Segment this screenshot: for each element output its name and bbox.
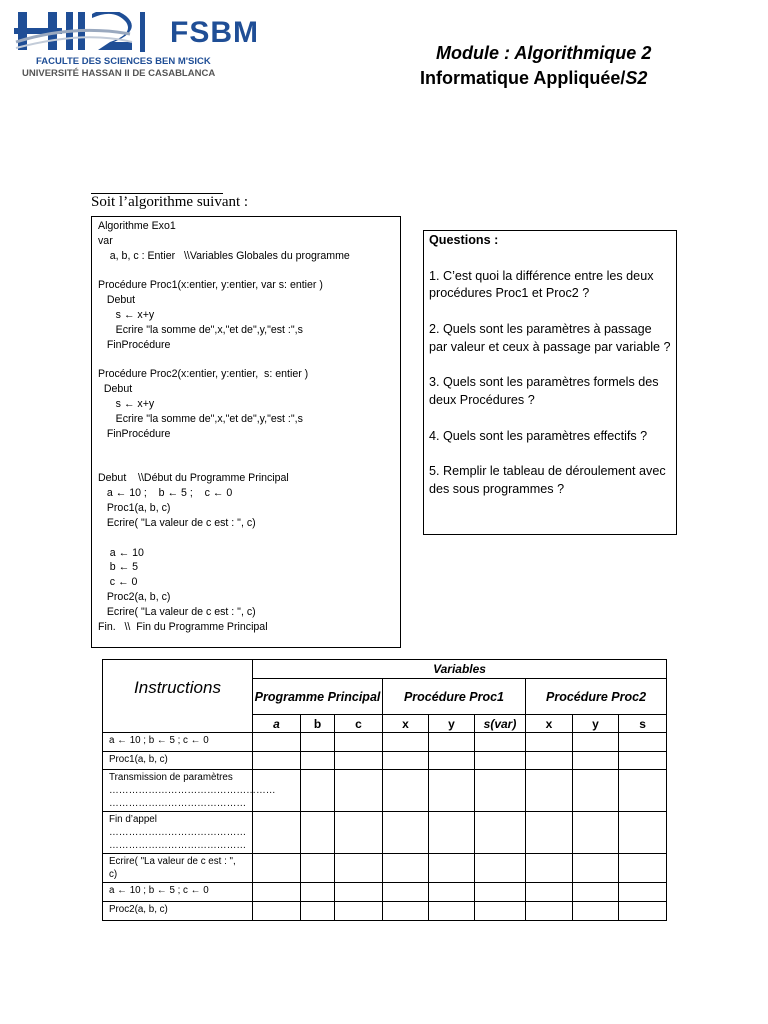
value-cell[interactable] [335, 854, 383, 883]
value-cell[interactable] [429, 733, 475, 752]
column-header: a [253, 715, 301, 733]
column-header: s [619, 715, 667, 733]
trace-table [102, 659, 667, 921]
instruction-text: …………………………………………… [109, 785, 276, 796]
algorithm-line: b ← 5 [98, 561, 139, 574]
value-cell[interactable] [573, 770, 619, 812]
instruction-text: a ← 10 ; b ← 5 ; c ← 0 [109, 885, 209, 896]
value-cell[interactable] [526, 812, 573, 854]
table-row [103, 733, 667, 752]
value-cell[interactable] [619, 902, 667, 921]
instruction-text: c) [109, 869, 118, 880]
course-title [420, 68, 647, 89]
algorithm-line: Algorithme Exo1 [98, 220, 176, 232]
column-header: s(var) [475, 715, 526, 733]
course-name: Informatique Appliquée/ [420, 68, 626, 88]
column-header: y [573, 715, 619, 733]
value-cell[interactable] [383, 770, 429, 812]
algorithm-line: Debut [98, 383, 133, 396]
value-cell[interactable] [429, 752, 475, 770]
instruction-cell [103, 812, 253, 854]
algorithm-line: Proc2(a, b, c) [98, 591, 171, 604]
value-cell[interactable] [429, 812, 475, 854]
column-header: b [301, 715, 335, 733]
algorithm-line: s ← x+y [98, 309, 155, 322]
value-cell[interactable] [253, 902, 301, 921]
algorithm-line [98, 531, 394, 546]
instruction-cell [103, 733, 253, 752]
question-item: 1. C’est quoi la différence entre les deux procédures Proc1 et Proc2 ? [429, 268, 654, 301]
algorithm-line: var [98, 234, 113, 247]
questions-box [423, 230, 677, 535]
uh2-emblem-icon [14, 12, 164, 56]
value-cell[interactable] [619, 812, 667, 854]
algorithm-line: a ← 10 ; b ← 5 ; c ← 0 [98, 487, 233, 500]
value-cell[interactable] [429, 883, 475, 902]
algorithm-line: Fin. \\ Fin du Programme Principal [98, 620, 268, 633]
value-cell[interactable] [383, 902, 429, 921]
algorithm-line: Ecrire( "La valeur de c est : ", c) [98, 605, 256, 618]
value-cell[interactable] [253, 752, 301, 770]
value-cell[interactable] [335, 733, 383, 752]
algorithm-line: Debut [98, 294, 136, 307]
value-cell[interactable] [475, 854, 526, 883]
value-cell[interactable] [301, 854, 335, 883]
value-cell[interactable] [475, 902, 526, 921]
group-programme-principal: Programme Principal [253, 679, 383, 715]
instruction-text: Ecrire( "La valeur de c est : ", [109, 856, 236, 867]
value-cell[interactable] [429, 770, 475, 812]
module-title: Module : Algorithmique 2 [436, 43, 652, 63]
question-item: 5. Remplir le tableau de déroulement avec des sous programmes ? [429, 464, 666, 497]
instruction-cell [103, 883, 253, 902]
algorithm-line: Procédure Proc1(x:entier, y:entier, var s: entier ) [98, 279, 323, 292]
algorithm-line: a ← 10 [98, 546, 144, 559]
value-cell[interactable] [301, 883, 335, 902]
value-cell[interactable] [301, 812, 335, 854]
algorithm-line: FinProcédure [98, 427, 171, 440]
instruction-text: …………………………………… [109, 827, 247, 838]
instruction-cell [103, 770, 276, 812]
value-cell[interactable] [301, 752, 335, 770]
value-cell[interactable] [301, 733, 335, 752]
group-procedure-proc1: Procédure Proc1 [383, 679, 526, 715]
value-cell[interactable] [301, 902, 335, 921]
table-row [103, 752, 667, 770]
value-cell[interactable] [573, 902, 619, 921]
value-cell[interactable] [619, 733, 667, 752]
value-cell[interactable] [526, 733, 573, 752]
value-cell[interactable] [475, 770, 526, 812]
algorithm-line: FinProcédure [98, 338, 171, 351]
algorithm-line: Procédure Proc2(x:entier, y:entier, s: entier ) [98, 368, 309, 381]
value-cell[interactable] [383, 854, 429, 883]
semester: S2 [625, 68, 648, 88]
value-cell[interactable] [475, 883, 526, 902]
value-cell[interactable] [619, 854, 667, 883]
logo-faculty-line: FACULTE DES SCIENCES BEN M'SICK [36, 56, 211, 67]
value-cell[interactable] [526, 770, 573, 812]
algorithm-line [98, 442, 394, 457]
instruction-text: Proc1(a, b, c) [109, 754, 168, 765]
algorithm-line: Proc1(a, b, c) [98, 502, 171, 515]
algorithm-line: s ← x+y [98, 398, 155, 411]
value-cell[interactable] [383, 752, 429, 770]
instruction-cell [103, 854, 253, 883]
instruction-text: Transmission de paramètres [109, 772, 233, 783]
algorithm-line: Ecrire "la somme de",x,"et de",y,"est :",s [98, 412, 303, 425]
group-procedure-proc2: Procédure Proc2 [526, 679, 667, 715]
value-cell[interactable] [253, 733, 301, 752]
value-cell[interactable] [526, 902, 573, 921]
question-item: 2. Quels sont les paramètres à passage par valeur et ceux à passage par variable ? [429, 321, 671, 354]
instruction-text: a ← 10 ; b ← 5 ; c ← 0 [109, 735, 209, 746]
question-item: 3. Quels sont les paramètres formels des deux Procédures ? [429, 375, 659, 408]
value-cell[interactable] [335, 812, 383, 854]
logo-name: FSBM [170, 16, 259, 49]
table-row [103, 854, 667, 883]
value-cell[interactable] [619, 883, 667, 902]
table-row [103, 770, 667, 812]
value-cell[interactable] [383, 812, 429, 854]
value-cell[interactable] [475, 812, 526, 854]
value-cell[interactable] [301, 770, 335, 812]
value-cell[interactable] [619, 770, 667, 812]
algorithm-line: Ecrire( "La valeur de c est : ", c) [98, 516, 256, 529]
value-cell[interactable] [526, 854, 573, 883]
value-cell[interactable] [475, 752, 526, 770]
value-cell[interactable] [475, 733, 526, 752]
table-row [103, 883, 667, 902]
value-cell[interactable] [573, 812, 619, 854]
value-cell[interactable] [253, 812, 301, 854]
algorithm-line [98, 457, 394, 472]
instruction-text: …………………………………… [109, 798, 247, 809]
algorithm-line [98, 264, 394, 279]
table-row [103, 812, 667, 854]
value-cell[interactable] [253, 854, 301, 883]
value-cell[interactable] [383, 733, 429, 752]
intro-text: Soit l’algorithme suivant : [91, 194, 249, 210]
algorithm-box [91, 216, 401, 648]
algorithm-line: Ecrire "la somme de",x,"et de",y,"est :",s [98, 323, 303, 336]
logo-university-line: UNIVERSITÉ HASSAN II DE CASABLANCA [22, 68, 216, 79]
value-cell[interactable] [526, 883, 573, 902]
algorithm-line [98, 353, 394, 368]
value-cell[interactable] [253, 883, 301, 902]
value-cell[interactable] [335, 752, 383, 770]
value-cell[interactable] [383, 883, 429, 902]
questions-title: Questions : [429, 233, 499, 247]
value-cell[interactable] [573, 733, 619, 752]
table-row [103, 902, 667, 921]
value-cell[interactable] [335, 902, 383, 921]
value-cell[interactable] [429, 854, 475, 883]
variables-header: Variables [253, 660, 667, 679]
value-cell[interactable] [335, 883, 383, 902]
question-item: 4. Quels sont les paramètres effectifs ? [429, 428, 648, 443]
instruction-cell [103, 752, 253, 770]
column-header: c [335, 715, 383, 733]
instruction-text: Fin d’appel [109, 814, 157, 825]
instructions-header: Instructions [103, 660, 253, 733]
algorithm-line: Debut \\Début du Programme Principal [98, 472, 289, 485]
column-header: x [383, 715, 429, 733]
value-cell[interactable] [573, 752, 619, 770]
instruction-cell [103, 902, 253, 921]
university-logo [14, 10, 274, 82]
instruction-text: …………………………………… [109, 840, 247, 851]
value-cell[interactable] [429, 902, 475, 921]
value-cell[interactable] [619, 752, 667, 770]
column-header: x [526, 715, 573, 733]
column-header: y [429, 715, 475, 733]
algorithm-line: c ← 0 [98, 576, 138, 589]
value-cell[interactable] [573, 883, 619, 902]
value-cell[interactable] [573, 854, 619, 883]
instruction-text: Proc2(a, b, c) [109, 904, 168, 915]
value-cell[interactable] [526, 752, 573, 770]
algorithm-line: a, b, c : Entier \\Variables Globales du programme [98, 249, 350, 262]
value-cell[interactable] [335, 770, 383, 812]
